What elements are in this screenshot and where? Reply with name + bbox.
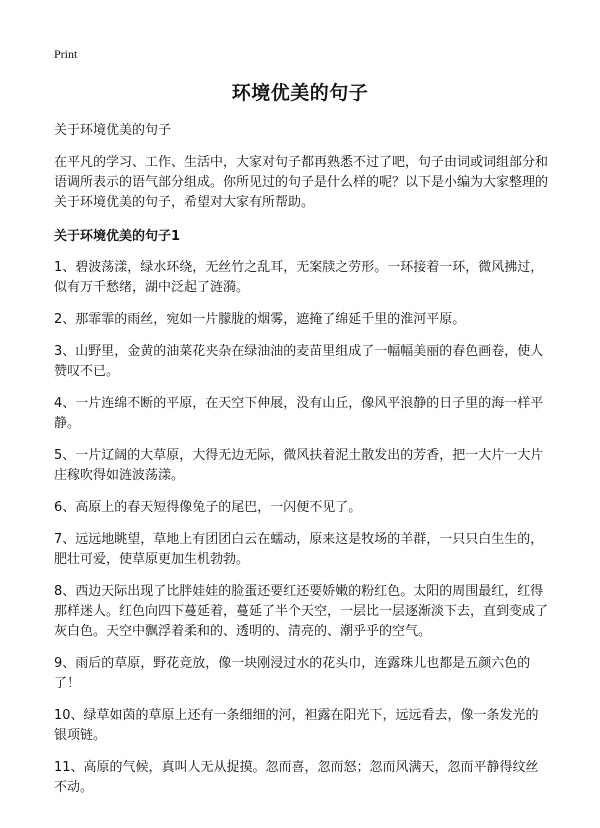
list-item: 10、绿草如茵的草原上还有一条细细的河，袒露在阳光下，远远看去，像一条发光的银项链。 bbox=[54, 708, 539, 743]
list-item: 7、远远地眺望，草地上有团团白云在蠕动，原来这是牧场的羊群，一只只白生生的，肥壮可爱，使草原更加生机勃勃。 bbox=[54, 532, 544, 567]
list-item: 1、碧波荡漾，绿水环绕，无丝竹之乱耳，无案牍之劳形。一环接着一环，微风拂过，似有万千愁绪，湖中泛起了涟漪。 bbox=[54, 260, 544, 295]
list-item: 3、山野里，金黄的油菜花夹杂在绿油油的麦苗里组成了一幅幅美丽的春色画卷，使人赞叹不已。 bbox=[54, 344, 544, 379]
list-item: 4、一片连绵不断的平原，在天空下伸展，没有山丘，像风平浪静的日子里的海一样平静。 bbox=[54, 396, 544, 431]
intro-paragraph: 在平凡的学习、工作、生活中，大家对句子都再熟悉不过了吧，句子由词或词组部分和语调所表示的语气部分组成。你所见过的句子是什么样的呢？以下是小编为大家整理的关于环境优美的句子，希望对大家有所帮助。 bbox=[54, 155, 549, 210]
list-item: 5、一片辽阔的大草原，大得无边无际，微风扶着泥土散发出的芳香，把一大片一大片庄稼吹得如涟波荡漾。 bbox=[54, 448, 544, 483]
print-link[interactable]: Print bbox=[54, 47, 78, 61]
article-subtitle: 关于环境优美的句子 bbox=[54, 123, 172, 138]
section-heading: 关于环境优美的句子1 bbox=[54, 229, 181, 244]
list-item: 11、高原的气候，真叫人无从捉摸。忽而喜，忽而怒；忽而风满天，忽而平静得纹丝不动。 bbox=[54, 760, 539, 795]
list-item: 6、高原上的春天短得像兔子的尾巴，一闪便不见了。 bbox=[54, 500, 362, 515]
list-item: 2、那霏霏的雨丝，宛如一片朦胧的烟雾，遮掩了绵延千里的淮河平原。 bbox=[54, 312, 466, 327]
article-body bbox=[54, 121, 550, 810]
page-title: 环境优美的句子 bbox=[231, 82, 369, 104]
list-item: 9、雨后的草原，野花竞放，像一块刚浸过水的花头巾，连露珠儿也都是五颜六色的了！ bbox=[54, 656, 531, 691]
list-item: 8、西边天际出现了比胖娃娃的脸蛋还要红还要娇嫩的粉红色。太阳的周围最红，红得那样迷人。红色向四下蔓延着，蔓延了半个天空，一层比一层逐渐淡下去，直到变成了灰白色。天空中飘浮着柔和的、透明的、清亮的、潮乎乎的空气。 bbox=[54, 584, 549, 639]
